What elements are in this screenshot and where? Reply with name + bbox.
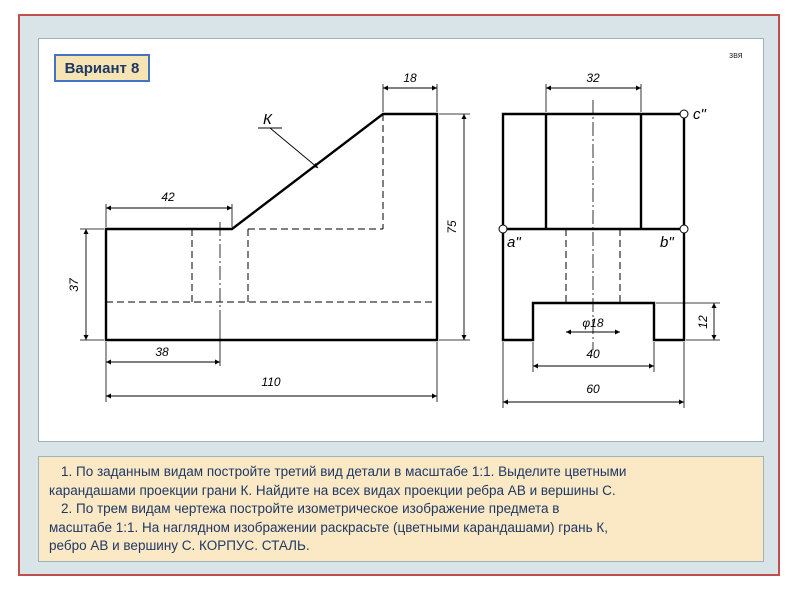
point-b-marker — [680, 225, 688, 233]
point-c-label: c" — [693, 106, 706, 123]
task-line-1: 1. По заданным видам постройте третий вид детали в масштабе 1:1. Выделите цветными — [61, 464, 627, 479]
task-line-2: карандашами проекции грани К. Найдите на всех видах проекции ребра АВ и вершины С. — [49, 482, 616, 498]
dim-42-label: 42 — [161, 190, 175, 204]
leader-k — [270, 128, 318, 168]
side-view — [499, 100, 707, 350]
dim-40-label: 40 — [586, 347, 600, 361]
corner-note: звя — [729, 50, 743, 60]
task-line-4: масштабе 1:1. На наглядном изображении раскрасьте (цветными карандашами) грань К, — [49, 519, 609, 535]
task-panel — [38, 456, 764, 562]
point-c-marker — [680, 110, 688, 118]
dim-phi18-label: φ18 — [582, 316, 604, 330]
point-a-label: a" — [507, 234, 521, 251]
dim-110-label: 110 — [261, 375, 281, 389]
face-k-label: К — [263, 111, 272, 128]
dim-37-label: 37 — [67, 278, 81, 292]
dim-38-label: 38 — [155, 345, 169, 359]
dim-60-label: 60 — [586, 382, 600, 396]
dim-75-label: 75 — [445, 220, 459, 234]
dim-18-label: 18 — [403, 71, 417, 85]
task-line-3: 2. По трем видам чертежа постройте изометрическое изображение предмета в — [61, 501, 560, 516]
dim-12-label: 12 — [696, 315, 710, 329]
front-view — [106, 114, 437, 340]
task-line-5: ребро АВ и вершину С. КОРПУС. СТАЛЬ. — [49, 538, 310, 553]
variant-label: Вариант 8 — [54, 54, 150, 82]
front-view-outline — [106, 114, 437, 340]
dim-32-label: 32 — [586, 71, 600, 85]
point-b-label: b" — [660, 234, 674, 251]
front-dimensions — [67, 71, 470, 402]
point-a-marker — [499, 225, 507, 233]
side-dimensions — [503, 71, 720, 408]
side-view-outline — [503, 114, 684, 340]
